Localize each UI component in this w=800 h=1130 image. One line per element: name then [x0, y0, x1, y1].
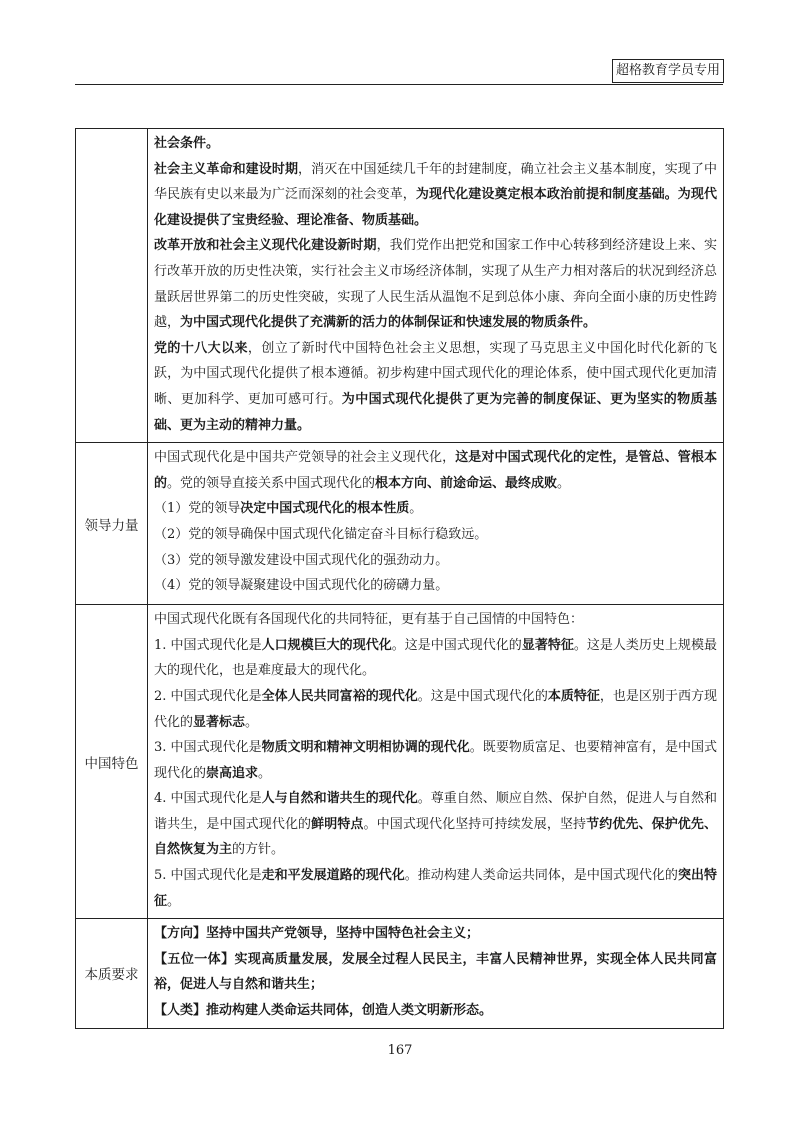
- text-run: 4. 中国式现代化是: [154, 791, 262, 807]
- bold-text: 显著标志: [193, 714, 246, 730]
- bold-text: 【五位一体】实现高质量发展，发展全过程人民民主，丰富人民精神世界，实现全体人民共同富裕，促进人与自然和谐共生；: [154, 951, 717, 993]
- paragraph: [154, 157, 717, 234]
- table-row: [76, 919, 724, 1028]
- text-run: 。尊重自然、顺应自然、保护自然，促进人与自然和谐共生，是中国式现代化的: [154, 791, 717, 832]
- text-run: 中国式现代化是中国共产党领导的社会主义现代化，: [154, 450, 456, 466]
- paragraph: [154, 336, 717, 438]
- content-table: [75, 128, 724, 1029]
- table-row: [76, 605, 724, 919]
- bold-text: 鲜明特点: [311, 816, 364, 832]
- bold-text: 显著特征: [521, 637, 574, 653]
- text-run: 2. 中国式现代化是: [154, 688, 262, 704]
- row-label: 中国特色: [76, 605, 148, 919]
- bold-text: 人口规模巨大的现代化: [261, 637, 392, 653]
- paragraph: [154, 921, 717, 947]
- text-run: 的方针。: [232, 842, 285, 858]
- bold-text: 根本方向、前途命运、最终成败: [375, 475, 558, 491]
- table-body: [76, 129, 724, 1029]
- bold-text: 全体人民共同富裕的现代化: [261, 688, 418, 704]
- text-run: （2）党的领导确保中国式现代化锚定奋斗目标行稳致远。: [154, 526, 488, 542]
- text-run: 。: [245, 714, 259, 730]
- text-run: 。: [258, 765, 272, 781]
- paragraph: [154, 496, 717, 522]
- paragraph: [154, 633, 717, 684]
- text-run: 。这是中国式现代化的: [417, 688, 548, 704]
- text-run: 。既要物质富足、也要精神富有，是中国式现代化的: [154, 740, 717, 781]
- bold-text: 物质文明和精神文明相协调的现代化: [261, 740, 470, 756]
- header-label: 超格教育学员专用: [612, 59, 724, 83]
- text-run: 。: [409, 501, 423, 517]
- paragraph: [154, 786, 717, 863]
- text-run: 。这是中国式现代化的: [391, 637, 522, 653]
- table-row: [76, 443, 724, 605]
- row-label: 领导力量: [76, 443, 148, 605]
- row-content: [148, 129, 724, 443]
- row-content: [148, 919, 724, 1028]
- text-run: 。中国式现代化坚持可持续发展，坚持: [363, 816, 587, 832]
- paragraph: [154, 684, 717, 735]
- row-content: [148, 605, 724, 919]
- bold-text: 党的十八大以来: [154, 340, 248, 356]
- text-run: 5. 中国式现代化是: [154, 868, 262, 884]
- row-label: [76, 129, 148, 443]
- text-run: （3）党的领导激发建设中国式现代化的强劲动力。: [154, 552, 449, 568]
- text-run: 中国式现代化既有各国现代化的共同特征，更有基于自己国情的中国特色：: [154, 612, 584, 628]
- bold-text: 为中国式现代化提供了充满新的活力的体制保证和快速发展的物质条件。: [180, 315, 597, 331]
- paragraph: [154, 607, 717, 633]
- paragraph: [154, 573, 717, 599]
- text-run: 3. 中国式现代化是: [154, 740, 262, 756]
- bold-text: 崇高追求: [206, 765, 259, 781]
- text-run: 。推动构建人类命运共同体，是中国式现代化的: [404, 868, 678, 884]
- bold-text: 走和平发展道路的现代化: [261, 868, 405, 884]
- bold-text: 为现代化建设奠定根本政治前提和制度基础。为现代化建设提供了宝贵经验、理论准备、物质基础。: [154, 187, 717, 228]
- bold-text: 【方向】坚持中国共产党领导，坚持中国特色社会主义；: [154, 926, 480, 942]
- paragraph: [154, 548, 717, 574]
- bold-text: 为中国式现代化提供了更为完善的制度保证、更为坚实的物质基础、更为主动的精神力量。: [154, 391, 717, 433]
- row-label: 本质要求: [76, 919, 148, 1028]
- bold-text: 决定中国式现代化的根本性质: [240, 501, 410, 517]
- bold-text: 这是对中国式现代化的定性，是管总、管根本的: [154, 450, 717, 491]
- bold-text: 人与自然和谐共生的现代化: [261, 791, 418, 807]
- paragraph: [154, 863, 717, 914]
- row-content: [148, 443, 724, 605]
- bold-text: 【人类】推动构建人类命运共同体，创造人类文明新形态。: [154, 1003, 493, 1019]
- paragraph: [154, 131, 717, 157]
- header-rule: [75, 84, 723, 85]
- text-run: ，创立了新时代中国特色社会主义思想，实现了马克思主义中国化时代化新的飞跃，为中国式现代化提供了根本遵循。初步构建中国式现代化的理论体系，使中国式现代化更加清晰、更加科学、更加可感可行。: [154, 340, 717, 407]
- text-run: 。党的领导直接关系中国式现代化的: [167, 475, 376, 491]
- bold-text: 社会条件。: [154, 136, 220, 151]
- text-run: 。: [167, 893, 181, 909]
- text-run: ，也是区别于西方现代化的: [154, 688, 717, 730]
- text-run: ，我们党作出把党和国家工作中心转移到经济建设上来、实行改革开放的历史性决策，实行社会主义市场经济体制，实现了从生产力相对落后的状况到经济总量跃居世界第二的历史性突破，实现了人民生活从温饱不足到总体小康、奔向全面小康的历史性跨越，: [154, 238, 717, 331]
- table-row: [76, 129, 724, 443]
- paragraph: [154, 445, 717, 496]
- bold-text: 本质特征: [547, 688, 600, 704]
- text-run: 1. 中国式现代化是: [154, 637, 262, 653]
- paragraph: [154, 947, 717, 998]
- paragraph: [154, 735, 717, 786]
- text-run: ，消灭在中国延续几千年的封建制度，确立社会主义基本制度，实现了中华民族有史以来最为广泛而深刻的社会变革，: [154, 161, 717, 203]
- text-run: 。这是人类历史上规模最大的现代化，也是难度最大的现代化。: [154, 637, 717, 679]
- page-number: 167: [387, 1043, 413, 1058]
- text-run: （4）党的领导凝聚建设中国式现代化的磅礴力量。: [154, 578, 449, 594]
- paragraph: [154, 998, 717, 1024]
- text-run: 。: [557, 475, 571, 491]
- bold-text: 节约优先、保护优先、自然恢复为主: [154, 816, 717, 858]
- paragraph: [154, 522, 717, 548]
- bold-text: 社会主义革命和建设时期: [154, 161, 299, 177]
- text-run: （1）党的领导: [154, 501, 241, 517]
- bold-text: 突出特征: [154, 868, 717, 909]
- bold-text: 改革开放和社会主义现代化建设新时期: [154, 238, 377, 254]
- paragraph: [154, 233, 717, 335]
